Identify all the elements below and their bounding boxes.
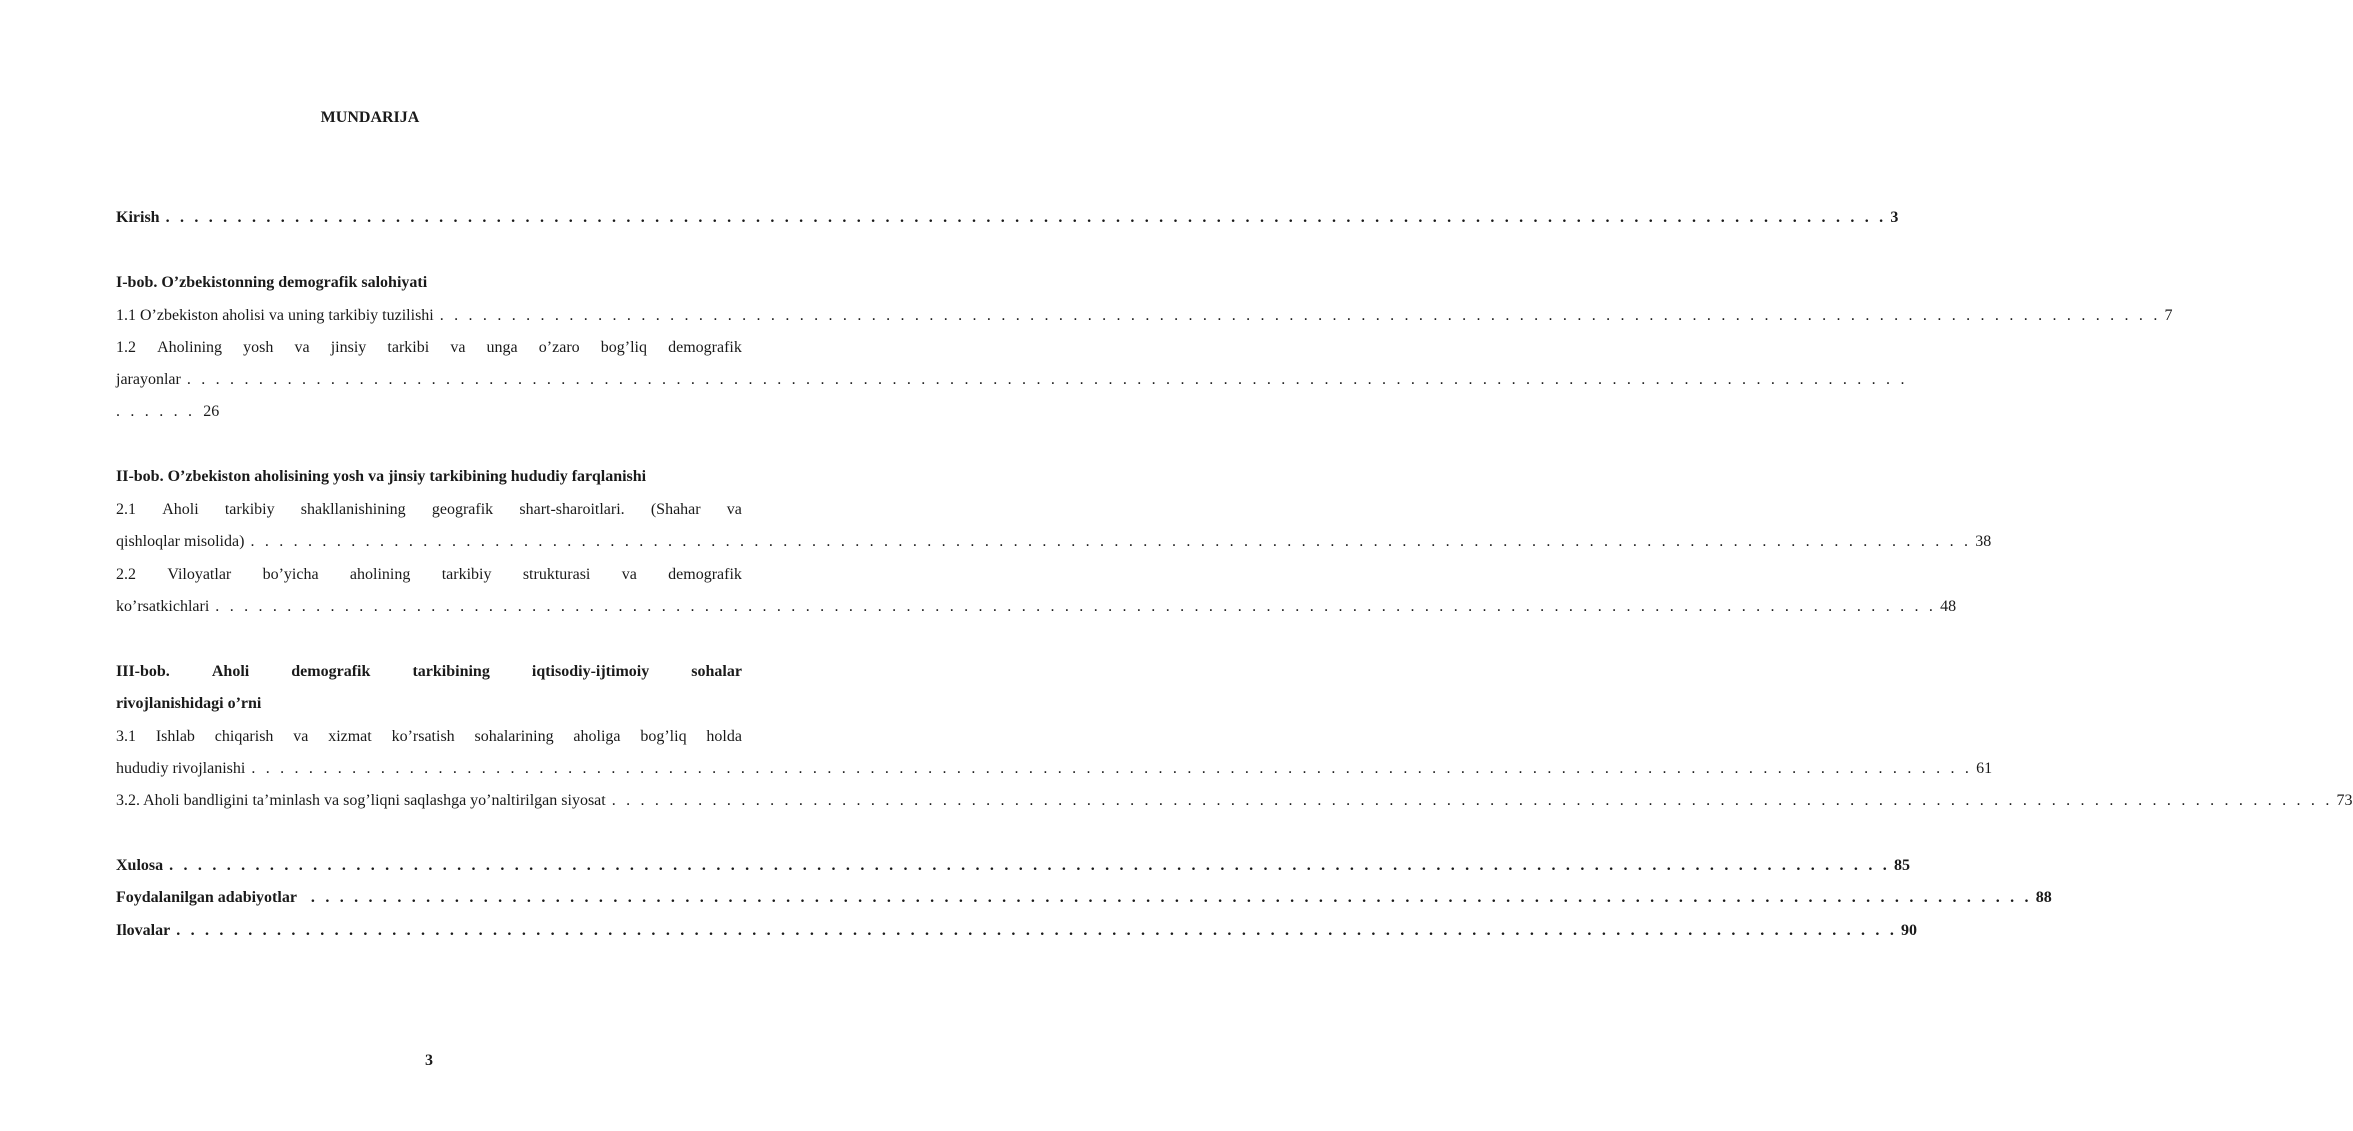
toc-entry-3-1-line2 [116,757,1993,781]
word: bog’liq [600,339,647,356]
word: bog’liq [640,728,687,745]
toc-entry-1-1 [116,304,2173,328]
chapter-1-heading: I-bob. O’zbekistonning demografik salohiyati [116,274,428,291]
word: (Shahar [650,501,701,518]
word: III-bob. [116,663,170,680]
dot-leader: . . . . . . . . . . . . . . . . . . . . . . . . . . . . . . . . . . . . . . . . . . . . . . . . . . . . . . . . . . . . . . . . . . . . . . . . . . . . . . . . . . . . . . . . . . . . . . . . . . . . . . . . . . . . . . . . . . . . . . . . [186,371,1908,388]
word: va [726,501,742,518]
toc-page: 73 [2336,792,2353,809]
toc-label: Ilovalar [116,922,171,939]
dot-leader: . . . . . . . . . . . . . . . . . . . . . . . . . . . . . . . . . . . . . . . . . . . . . . . . . . . . . . . . . . . . . . . . . . . . . . . . . . . . . . . . . . . . . . . . . . . . . . . . . . . . . . . . . . . . . . . . . . . . . . . . [310,889,2032,906]
toc-entry-1-2-line3 [116,400,236,424]
toc-label: jarayonlar [116,371,181,388]
toc-label: hududiy rivojlanishi [116,760,246,777]
toc-label: Foydalanilgan adabiyotlar [116,889,297,906]
word: va [294,339,310,356]
toc-label: qishloqlar misolida) [116,533,245,550]
word: Aholi [211,663,250,680]
word: chiqarish [214,728,274,745]
toc-page: 7 [2164,307,2173,324]
toc-page: 3 [1890,209,1899,226]
toc-entry-xulosa [116,854,1910,878]
dot-leader: . . . . . . . . . . . . . . . . . . . . . . . . . . . . . . . . . . . . . . . . . . . . . . . . . . . . . . . . . . . . . . . . . . . . . . . . . . . . . . . . . . . . . . . . . . . . . . . . . . . . . . . . . . . . . . . . . . . . . . . . [439,307,2161,324]
word: demografik [291,663,371,680]
toc-page: 26 [203,403,220,420]
dot-leader: . . . . . . . . . . . . . . . . . . . . . . . . . . . . . . . . . . . . . . . . . . . . . . . . . . . . . . . . . . . . . . . . . . . . . . . . . . . . . . . . . . . . . . . . . . . . . . . . . . . . . . . . . . . . . . . . . . . . . . . . [165,209,1887,226]
word: iqtisodiy-ijtimoiy [531,663,650,680]
toc-page: 48 [1940,598,1957,615]
dot-leader: . . . . . . [116,403,196,420]
toc-page: 88 [2035,889,2052,906]
dot-leader: . . . . . . . . . . . . . . . . . . . . . . . . . . . . . . . . . . . . . . . . . . . . . . . . . . . . . . . . . . . . . . . . . . . . . . . . . . . . . . . . . . . . . . . . . . . . . . . . . . . . . . . . . . . . . . . . . . . . . . . . [169,857,1890,874]
word: va [450,339,466,356]
word: tarkibi [387,339,430,356]
toc-entry-2-2-line1 [116,563,742,587]
toc-entry-3-2 [116,789,2353,813]
word: holda [706,728,742,745]
toc-page: 61 [1976,760,1993,777]
word: aholining [349,566,411,583]
page-number: 3 [425,1052,433,1069]
dot-leader: . . . . . . . . . . . . . . . . . . . . . . . . . . . . . . . . . . . . . . . . . . . . . . . . . . . . . . . . . . . . . . . . . . . . . . . . . . . . . . . . . . . . . . . . . . . . . . . . . . . . . . . . . . . . . . . . . . . . . . . . [215,598,1937,615]
word: o’zaro [538,339,580,356]
chapter-3-heading-line1 [116,660,742,684]
dot-leader: . . . . . . . . . . . . . . . . . . . . . . . . . . . . . . . . . . . . . . . . . . . . . . . . . . . . . . . . . . . . . . . . . . . . . . . . . . . . . . . . . . . . . . . . . . . . . . . . . . . . . . . . . . . . . . . . . . . . . . . . [251,760,1973,777]
toc-entry-kirish [116,206,1899,230]
toc-entry-1-2-line2 [116,368,1908,392]
toc-label: ko’rsatkichlari [116,598,210,615]
toc-page: 38 [1975,533,1992,550]
word: unga [486,339,518,356]
word: tarkibiy [224,501,275,518]
word: xizmat [328,728,372,745]
toc-page: 90 [1901,922,1918,939]
dot-leader: . . . . . . . . . . . . . . . . . . . . . . . . . . . . . . . . . . . . . . . . . . . . . . . . . . . . . . . . . . . . . . . . . . . . . . . . . . . . . . . . . . . . . . . . . . . . . . . . . . . . . . . . . . . . . . . . . . . . . . . . [176,922,1898,939]
toc-entry-2-1-line2 [116,530,1992,554]
word: sohalar [691,663,742,680]
word: Ishlab [155,728,195,745]
word: 2.1 [116,501,136,518]
word: demografik [668,339,742,356]
word: yosh [243,339,274,356]
toc-entry-ilovalar [116,919,1918,943]
word: Aholining [157,339,223,356]
toc-label: 3.2. Aholi bandligini ta’minlash va sog’liqni saqlashga yo’naltirilgan siyosat [116,792,606,809]
word: shakllanishining [300,501,406,518]
word: va [293,728,309,745]
word: 3.1 [116,728,136,745]
word: geografik [431,501,494,518]
chapter-2-heading: II-bob. O’zbekiston aholisining yosh va jinsiy tarkibining hududiy farqlanishi [116,468,647,485]
word: Aholi [162,501,199,518]
dot-leader: . . . . . . . . . . . . . . . . . . . . . . . . . . . . . . . . . . . . . . . . . . . . . . . . . . . . . . . . . . . . . . . . . . . . . . . . . . . . . . . . . . . . . . . . . . . . . . . . . . . . . . . . . . . . . . . . . . . . . . . . [611,792,2333,809]
toc-entry-1-2-line1 [116,336,742,360]
dot-leader: . . . . . . . . . . . . . . . . . . . . . . . . . . . . . . . . . . . . . . . . . . . . . . . . . . . . . . . . . . . . . . . . . . . . . . . . . . . . . . . . . . . . . . . . . . . . . . . . . . . . . . . . . . . . . . . . . . . . . . . . [250,533,1972,550]
word: demografik [668,566,742,583]
word: sohalarining [474,728,554,745]
word: ko’rsatish [391,728,455,745]
toc-label: 1.1 O’zbekiston aholisi va uning tarkibiy tuzilishi [116,307,434,324]
word: aholiga [573,728,621,745]
toc-label: Xulosa [116,857,164,874]
word: strukturasi [522,566,591,583]
word: shart-sharoitlari. [519,501,625,518]
toc-entry-adabiyotlar [116,886,2052,910]
page-title: MUNDARIJA [320,109,420,126]
chapter-3-heading-line2: rivojlanishidagi o’rni [116,695,262,712]
word: tarkibiy [441,566,492,583]
toc-entry-3-1-line1 [116,725,742,749]
toc-label: Kirish [116,209,160,226]
word: va [621,566,637,583]
word: 1.2 [116,339,136,356]
word: tarkibining [412,663,490,680]
toc-entry-2-2-line2 [116,595,1957,619]
word: 2.2 [116,566,136,583]
word: jinsiy [330,339,367,356]
word: Viloyatlar [167,566,232,583]
toc-page: 85 [1893,857,1910,874]
toc-entry-2-1-line1 [116,498,742,522]
word: bo’yicha [262,566,319,583]
